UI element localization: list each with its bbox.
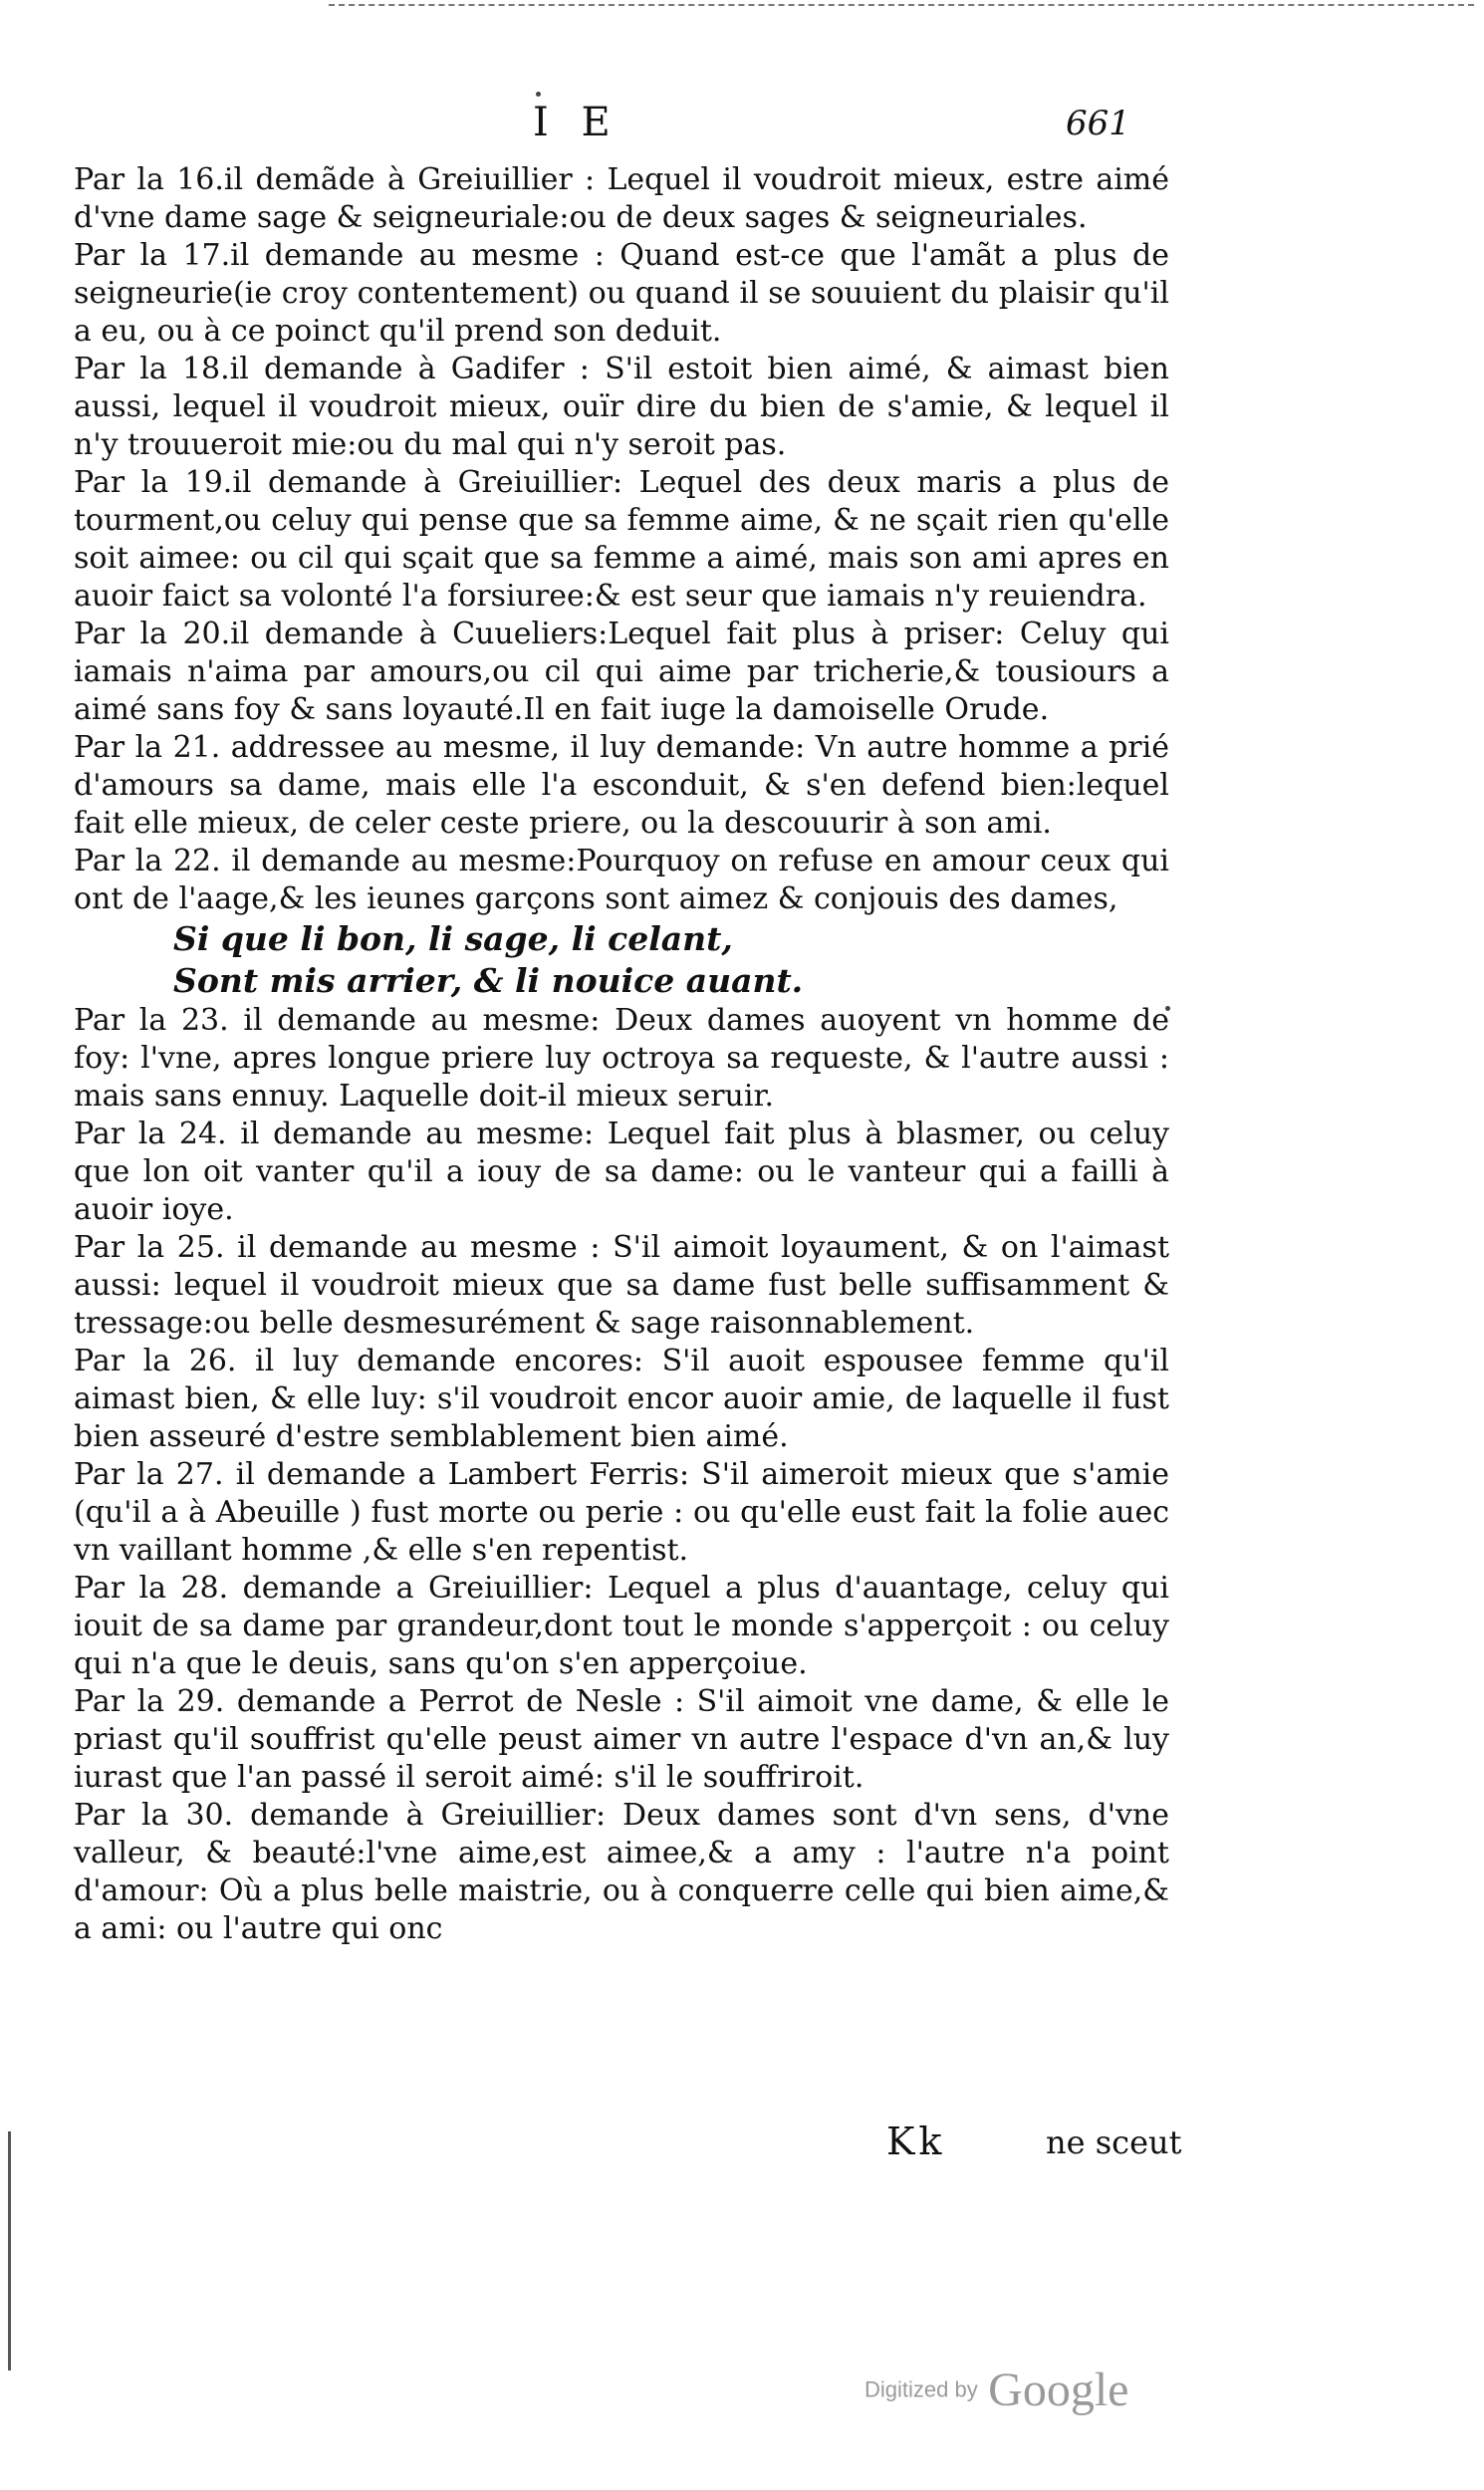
google-logo: Google	[988, 2364, 1129, 2416]
paragraph-24: Par la 24. il demande au mesme: Lequel fait plus à blasmer, ou celuy que lon oit vanter qu'il a iouy de sa dame: ou le vanteur qui a failli à auoir ioye.	[74, 1117, 1169, 1227]
page-header	[0, 100, 1484, 149]
paragraph-27: Par la 27. il demande a Lambert Ferris: S'il aimeroit mieux que s'amie (qu'il a à Abeuille ) fust morte ou perie : ou qu'elle eust fait la folie auec vn vaillant homme ,& elle s'en repentist.	[74, 1457, 1169, 1568]
page-number: 661	[1066, 104, 1130, 143]
paragraph-23: Par la 23. il demande au mesme: Deux dames auoyent vn homme de foy: l'vne, apres longue priere luy octroya sa requeste, & l'autre aussi : mais sans ennuy. Laquelle doit-il mieux seruir.	[74, 1003, 1169, 1114]
page-body	[74, 161, 1169, 1948]
verse-line-2: Sont mis arrier, & li nouice auant.	[173, 961, 804, 1000]
paragraph-28: Par la 28. demande a Greiuillier: Lequel a plus d'auantage, celuy qui iouit de sa dame par grandeur,dont tout le monde s'apperçoit : ou celuy qui n'a que le deuis, sans qu'on s'en apperçoiue.	[74, 1571, 1169, 1681]
paragraph-19: Par la 19.il demande à Greiuillier: Lequel des deux maris a plus de tourment,ou celuy qui pense que sa femme aime, & ne sçait rien qu'elle soit aimee: ou cil qui sçait que sa femme a aimé, mais son ami apres en auoir faict sa volonté l'a forsiuree:& est seur que iamais n'y reuiendra.	[74, 465, 1169, 614]
paragraph-22: Par la 22. il demande au mesme:Pourquoy on refuse en amour ceux qui ont de l'aage,& les ieunes garçons sont aimez & conjouis des dames,	[74, 844, 1169, 916]
catchword: ne sceut	[1046, 2123, 1182, 2161]
paragraph-21: Par la 21. addressee au mesme, il luy demande: Vn autre homme a prié d'amours sa dame, mais elle l'a esconduit, & s'en defend bien:lequel fait elle mieux, de celer ceste priere, ou la descouurir à son ami.	[74, 730, 1169, 841]
paragraph-18: Par la 18.il demande à Gadifer : S'il estoit bien aimé, & aimast bien aussi, lequel il voudroit mieux, ouïr dire du bien de s'amie, & lequel il n'y trouueroit mie:ou du mal qui n'y seroit pas.	[74, 352, 1169, 462]
paragraph-30: Par la 30. demande à Greiuillier: Deux dames sont d'vn sens, d'vne valleur, & beauté:l'vne aime,est aimee,& a amy : l'autre n'a point d'amour: Où a plus belle maistrie, ou à conquerre celle qui bien aime,& a ami: ou l'autre qui onc	[74, 1798, 1169, 1946]
watermark-prefix: Digitized by	[865, 2376, 978, 2402]
paragraph-29: Par la 29. demande a Perrot de Nesle : S'il aimoit vne dame, & elle le priast qu'il souffrist qu'elle peust aimer vn autre l'espace d'vn an,& luy iurast que l'an passé il seroit aimé: s'il le souffriroit.	[74, 1684, 1169, 1795]
ink-speck	[536, 92, 541, 97]
paragraph-26: Par la 26. il luy demande encores: S'il auoit espousee femme qu'il aimast bien, & elle luy: s'il voudroit encor auoir amie, de laquelle il fust bien asseuré d'estre semblablement bien aimé.	[74, 1344, 1169, 1454]
paragraph-20: Par la 20.il demande à Cuueliers:Lequel fait plus à priser: Celuy qui iamais n'aima par amours,ou cil qui aime par tricherie,& tousiours a aimé sans foy & sans loyauté.Il en fait iuge la damoiselle Orude.	[74, 617, 1169, 727]
paragraph-16: Par la 16.il demãde à Greiuillier : Lequel il voudroit mieux, estre aimé d'vne dame sage & seigneuriale:ou de deux sages & seigneuriales.	[74, 162, 1169, 235]
scan-edge-left	[8, 2131, 15, 2370]
paragraph-17: Par la 17.il demande au mesme : Quand est-ce que l'amãt a plus de seigneurie(ie croy contentement) ou quand il se souuient du plaisir qu'il a eu, ou à ce poinct qu'il prend son deduit.	[74, 238, 1169, 349]
signature-mark: Kk	[886, 2119, 946, 2163]
scan-edge-top	[329, 4, 1474, 10]
verse-line-1: Si que li bon, li sage, li celant,	[173, 919, 733, 958]
paragraph-25: Par la 25. il demande au mesme : S'il aimoit loyaument, & on l'aimast aussi: lequel il voudroit mieux que sa dame fust belle suffisamment & tressage:ou belle desmesurément & sage raisonnablement.	[74, 1230, 1169, 1341]
digitized-watermark	[865, 2363, 1128, 2417]
running-head: I E	[533, 100, 620, 145]
